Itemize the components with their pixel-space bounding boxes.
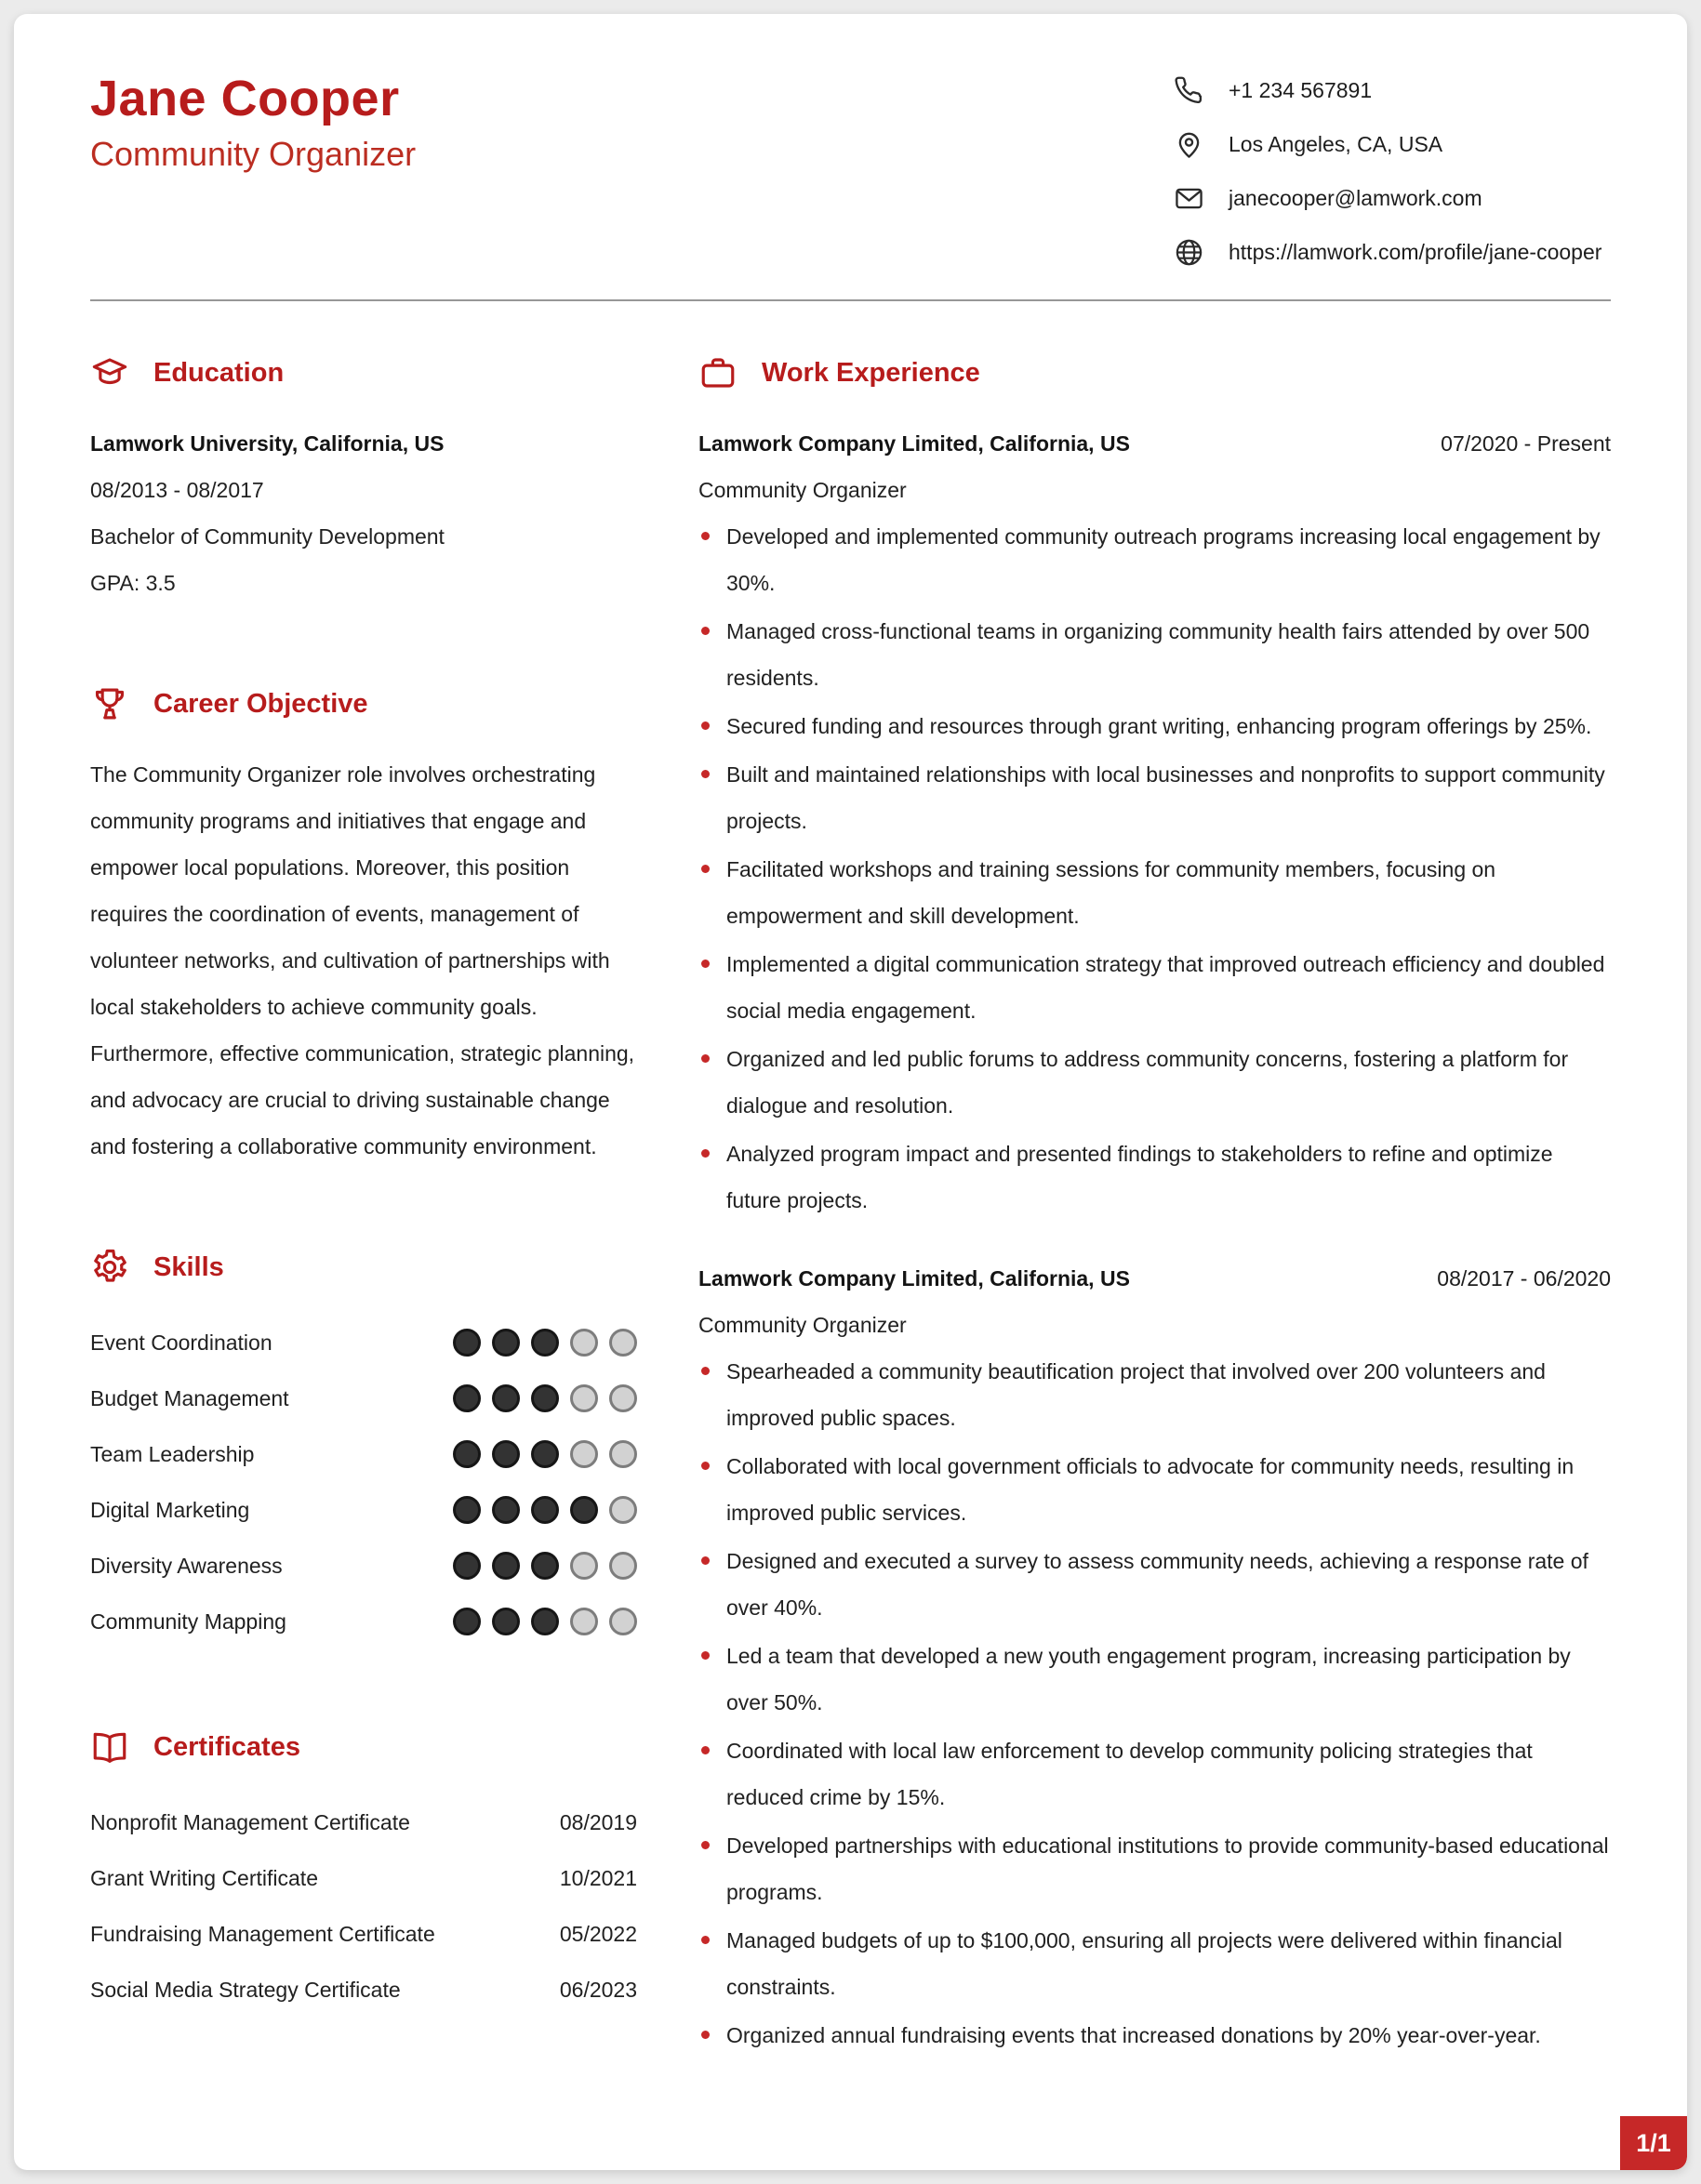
skill-level-dot [570, 1552, 598, 1580]
skill-label: Budget Management [90, 1385, 289, 1410]
skill-level-dot [492, 1384, 520, 1412]
skill-level-dot [453, 1552, 481, 1580]
job-bullet: Secured funding and resources through grant writing, enhancing program offerings by 25%. [698, 703, 1611, 749]
skill-row [90, 1482, 637, 1538]
globe-icon [1174, 237, 1204, 268]
skill-label: Digital Marketing [90, 1497, 250, 1522]
education-degree: Bachelor of Community Development [90, 524, 445, 549]
education-section-header [90, 353, 637, 392]
work-experience-section [698, 353, 1611, 2058]
work-experience-heading: Work Experience [762, 357, 980, 388]
job-bullet: Implemented a digital communication strategy that improved outreach efficiency and doubled social media engagement. [698, 941, 1611, 1034]
contact-phone-row [1174, 75, 1611, 106]
skill-label: Community Mapping [90, 1608, 286, 1634]
job-dates: 07/2020 - Present [1441, 431, 1611, 456]
contact-phone-text: +1 234 567891 [1229, 78, 1373, 102]
job-bullet: Designed and executed a survey to assess community needs, achieving a response rate of over 40%. [698, 1538, 1611, 1631]
certificates-heading: Certificates [153, 1731, 300, 1762]
gear-icon [90, 1248, 129, 1287]
job-bullet: Managed budgets of up to $100,000, ensuring all projects were delivered within financial constraints. [698, 1917, 1611, 2010]
job-bullet: Coordinated with local law enforcement to develop community policing strategies that reduced crime by 15%. [698, 1727, 1611, 1820]
work-experience-section-header [698, 353, 1611, 392]
job-bullet: Organized and led public forums to address community concerns, fostering a platform for dialogue and resolution. [698, 1036, 1611, 1129]
job-role: Community Organizer [698, 1313, 907, 1337]
skill-row [90, 1538, 637, 1594]
job-bullets [698, 513, 1611, 1224]
page-number-badge: 1/1 [1620, 2116, 1687, 2170]
skill-level-dot [453, 1496, 481, 1524]
person-job-title: Community Organizer [90, 135, 417, 174]
job-bullet: Collaborated with local government officials to advocate for community needs, resulting in improved public services. [698, 1443, 1611, 1536]
skills-heading: Skills [153, 1251, 224, 1282]
skill-level-dot [570, 1384, 598, 1412]
career-objective-text: The Community Organizer role involves orchestrating community programs and initiatives that engage and empower local populations. Moreover, this position requires the coordination of events, management of volunteer networks, and cultivation of partnerships with local stakeholders to achieve community goals. Furthermore, effective communication, strategic planning, and advocacy are crucial to driving sustainable change and fostering a collaborative community environment. [90, 762, 635, 1158]
skill-level-dots [453, 1552, 637, 1580]
job-bullet: Spearheaded a community beautification project that involved over 200 volunteers and improved public spaces. [698, 1348, 1611, 1441]
skill-level-dot [609, 1496, 637, 1524]
career-objective-section-header [90, 684, 637, 723]
skill-level-dot [531, 1496, 559, 1524]
certificate-row [90, 1962, 637, 2018]
skill-level-dot [609, 1329, 637, 1357]
job-company: Lamwork Company Limited, California, US [698, 1266, 1130, 1291]
skill-level-dots [453, 1496, 637, 1524]
skill-level-dot [492, 1440, 520, 1468]
skill-level-dot [570, 1329, 598, 1357]
skill-level-dots [453, 1440, 637, 1468]
skill-level-dot [570, 1608, 598, 1635]
job-bullet: Led a team that developed a new youth engagement program, increasing participation by over 50%. [698, 1633, 1611, 1726]
skill-level-dots [453, 1329, 637, 1357]
skill-level-dot [492, 1329, 520, 1357]
skill-level-dot [531, 1329, 559, 1357]
skill-row [90, 1594, 637, 1649]
skill-level-dot [453, 1608, 481, 1635]
education-section [90, 353, 637, 606]
career-objective-section [90, 684, 637, 1170]
title-block [90, 72, 416, 174]
job-bullet: Managed cross-functional teams in organizing community health fairs attended by over 500 residents. [698, 608, 1611, 701]
job-bullet: Analyzed program impact and presented findings to stakeholders to refine and optimize future projects. [698, 1131, 1611, 1224]
certificate-date: 05/2022 [559, 1921, 637, 1946]
skill-label: Diversity Awareness [90, 1553, 283, 1578]
contact-email-text[interactable]: janecooper@lamwork.com [1229, 186, 1482, 210]
jobs-list [698, 420, 1611, 2058]
certificate-row [90, 1794, 637, 1850]
education-heading: Education [153, 357, 285, 388]
job-company: Lamwork Company Limited, California, US [698, 431, 1130, 456]
job-bullets [698, 1348, 1611, 2058]
skill-level-dot [453, 1440, 481, 1468]
certificate-date: 08/2019 [559, 1809, 637, 1834]
skill-level-dot [609, 1552, 637, 1580]
skill-level-dot [531, 1440, 559, 1468]
left-column [90, 353, 637, 2096]
job-bullet: Built and maintained relationships with local businesses and nonprofits to support community projects. [698, 751, 1611, 844]
skill-level-dot [609, 1384, 637, 1412]
certificate-row [90, 1850, 637, 1906]
skill-level-dot [531, 1608, 559, 1635]
skill-level-dots [453, 1384, 637, 1412]
skills-section [90, 1248, 637, 1649]
education-school: Lamwork University, California, US [90, 431, 445, 456]
phone-icon [1174, 75, 1204, 106]
job-bullet: Facilitated workshops and training sessions for community members, focusing on empowerment and skill development. [698, 846, 1611, 939]
contact-location-text: Los Angeles, CA, USA [1229, 132, 1443, 156]
skill-level-dot [570, 1496, 598, 1524]
skill-level-dot [531, 1552, 559, 1580]
resume-header [14, 14, 1687, 268]
certificate-name: Nonprofit Management Certificate [90, 1809, 410, 1834]
job-dates: 08/2017 - 06/2020 [1437, 1266, 1611, 1291]
skill-label: Event Coordination [90, 1330, 272, 1355]
skill-level-dot [531, 1384, 559, 1412]
skill-label: Team Leadership [90, 1441, 255, 1466]
education-dates: 08/2013 - 08/2017 [90, 478, 264, 502]
contact-website-row [1174, 237, 1611, 268]
job-header [698, 1255, 1611, 1302]
skill-level-dots [453, 1608, 637, 1635]
certificates-section [90, 1727, 637, 2018]
skill-level-dot [492, 1496, 520, 1524]
resume-columns [14, 301, 1687, 2137]
job-bullet: Developed partnerships with educational institutions to provide community-based educational programs. [698, 1822, 1611, 1915]
education-gpa: GPA: 3.5 [90, 571, 176, 595]
trophy-icon [90, 684, 129, 723]
right-column [698, 353, 1611, 2137]
job-entry [698, 420, 1611, 1224]
certificates-section-header [90, 1727, 637, 1767]
certificate-name: Fundraising Management Certificate [90, 1921, 435, 1946]
envelope-icon [1174, 183, 1204, 214]
skill-level-dot [609, 1608, 637, 1635]
job-role: Community Organizer [698, 478, 907, 502]
graduation-cap-icon [90, 353, 129, 392]
contact-website-text[interactable]: https://lamwork.com/profile/jane-cooper [1229, 240, 1602, 264]
skill-level-dot [492, 1552, 520, 1580]
open-book-icon [90, 1727, 129, 1767]
skills-section-header [90, 1248, 637, 1287]
skill-row [90, 1426, 637, 1482]
contact-location-row [1174, 129, 1611, 160]
skill-level-dot [453, 1384, 481, 1412]
certificate-date: 06/2023 [559, 1977, 637, 2002]
job-bullet: Organized annual fundraising events that increased donations by 20% year-over-year. [698, 2012, 1611, 2058]
contact-block [1174, 72, 1611, 268]
certificates-list [90, 1794, 637, 2018]
resume-page [14, 14, 1687, 2170]
certificate-name: Social Media Strategy Certificate [90, 1977, 401, 2002]
job-entry [698, 1255, 1611, 2058]
skill-level-dot [453, 1329, 481, 1357]
job-header [698, 420, 1611, 467]
certificate-name: Grant Writing Certificate [90, 1865, 318, 1890]
career-objective-heading: Career Objective [153, 688, 368, 719]
person-name: Jane Cooper [90, 71, 400, 126]
briefcase-icon [698, 353, 738, 392]
location-pin-icon [1174, 129, 1204, 160]
skill-row [90, 1370, 637, 1426]
certificate-date: 10/2021 [559, 1865, 637, 1890]
skill-row [90, 1315, 637, 1370]
contact-email-row [1174, 183, 1611, 214]
job-bullet: Developed and implemented community outreach programs increasing local engagement by 30%. [698, 513, 1611, 606]
skill-level-dot [609, 1440, 637, 1468]
skills-list [90, 1315, 637, 1649]
certificate-row [90, 1906, 637, 1962]
skill-level-dot [492, 1608, 520, 1635]
skill-level-dot [570, 1440, 598, 1468]
